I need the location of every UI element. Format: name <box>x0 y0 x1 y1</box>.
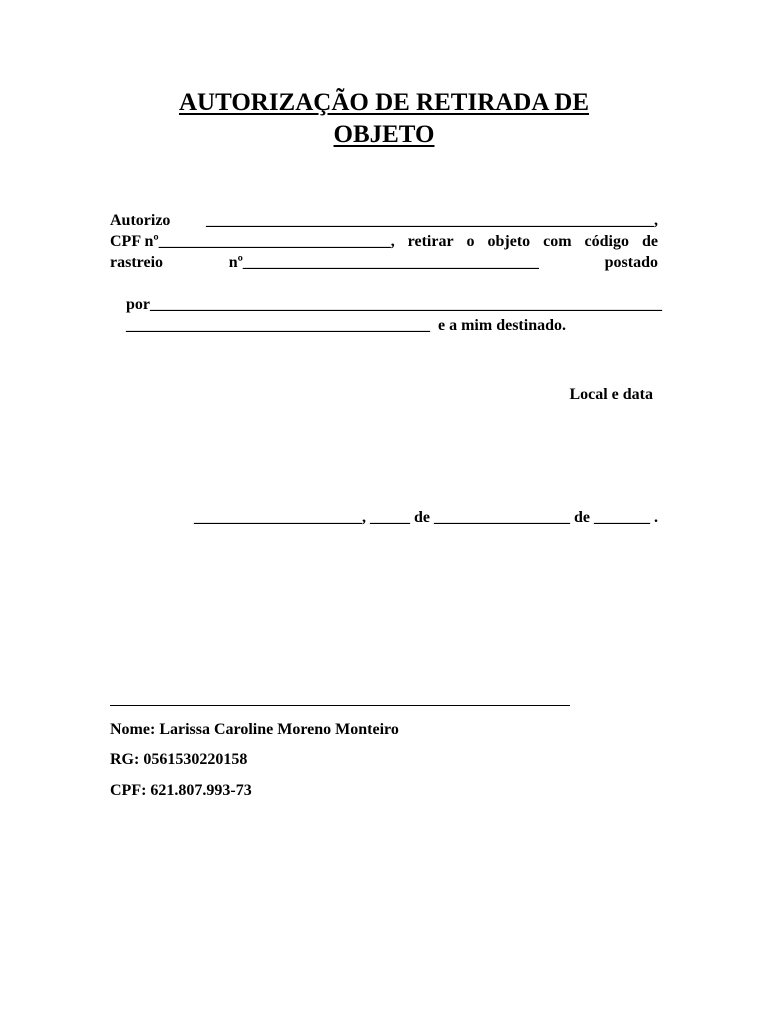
destination-text: ______________________________________ e a mim destinado. <box>126 317 566 334</box>
word: código <box>584 233 629 250</box>
body-line-1 <box>110 210 658 231</box>
document-title-line-1: AUTORIZAÇÃO DE RETIRADA DE <box>178 89 590 116</box>
word: de <box>641 233 658 250</box>
tracking-word: rastreio <box>110 254 164 271</box>
cpf-blank: CPF nº_____________________________, <box>110 233 395 250</box>
body-line-2 <box>110 231 658 252</box>
body-line-5 <box>110 294 658 357</box>
word: objeto <box>487 233 531 250</box>
word: com <box>543 233 572 250</box>
word: retirar <box>407 233 454 250</box>
local-and-date-label: Local e data <box>569 386 653 403</box>
sender-blank: por________________________________________________________________ <box>126 296 662 313</box>
name-blank: ________________________________________________________, <box>206 212 658 229</box>
signature-line <box>110 705 570 706</box>
document-title-line-2: OBJETO <box>333 121 435 148</box>
body-line-3 <box>110 252 658 273</box>
tracking-blank: nº_____________________________________ <box>228 254 539 271</box>
date-line: _____________________, _____ de _________________ de _______ . <box>194 509 658 526</box>
authorize-word: Autorizo <box>110 212 171 229</box>
word: o <box>466 233 475 250</box>
signer-rg: RG: 0561530220158 <box>110 751 248 768</box>
signer-name: Nome: Larissa Caroline Moreno Monteiro <box>110 721 399 738</box>
posted-word: postado <box>604 254 658 271</box>
signer-cpf: CPF: 621.807.993-73 <box>110 782 252 799</box>
